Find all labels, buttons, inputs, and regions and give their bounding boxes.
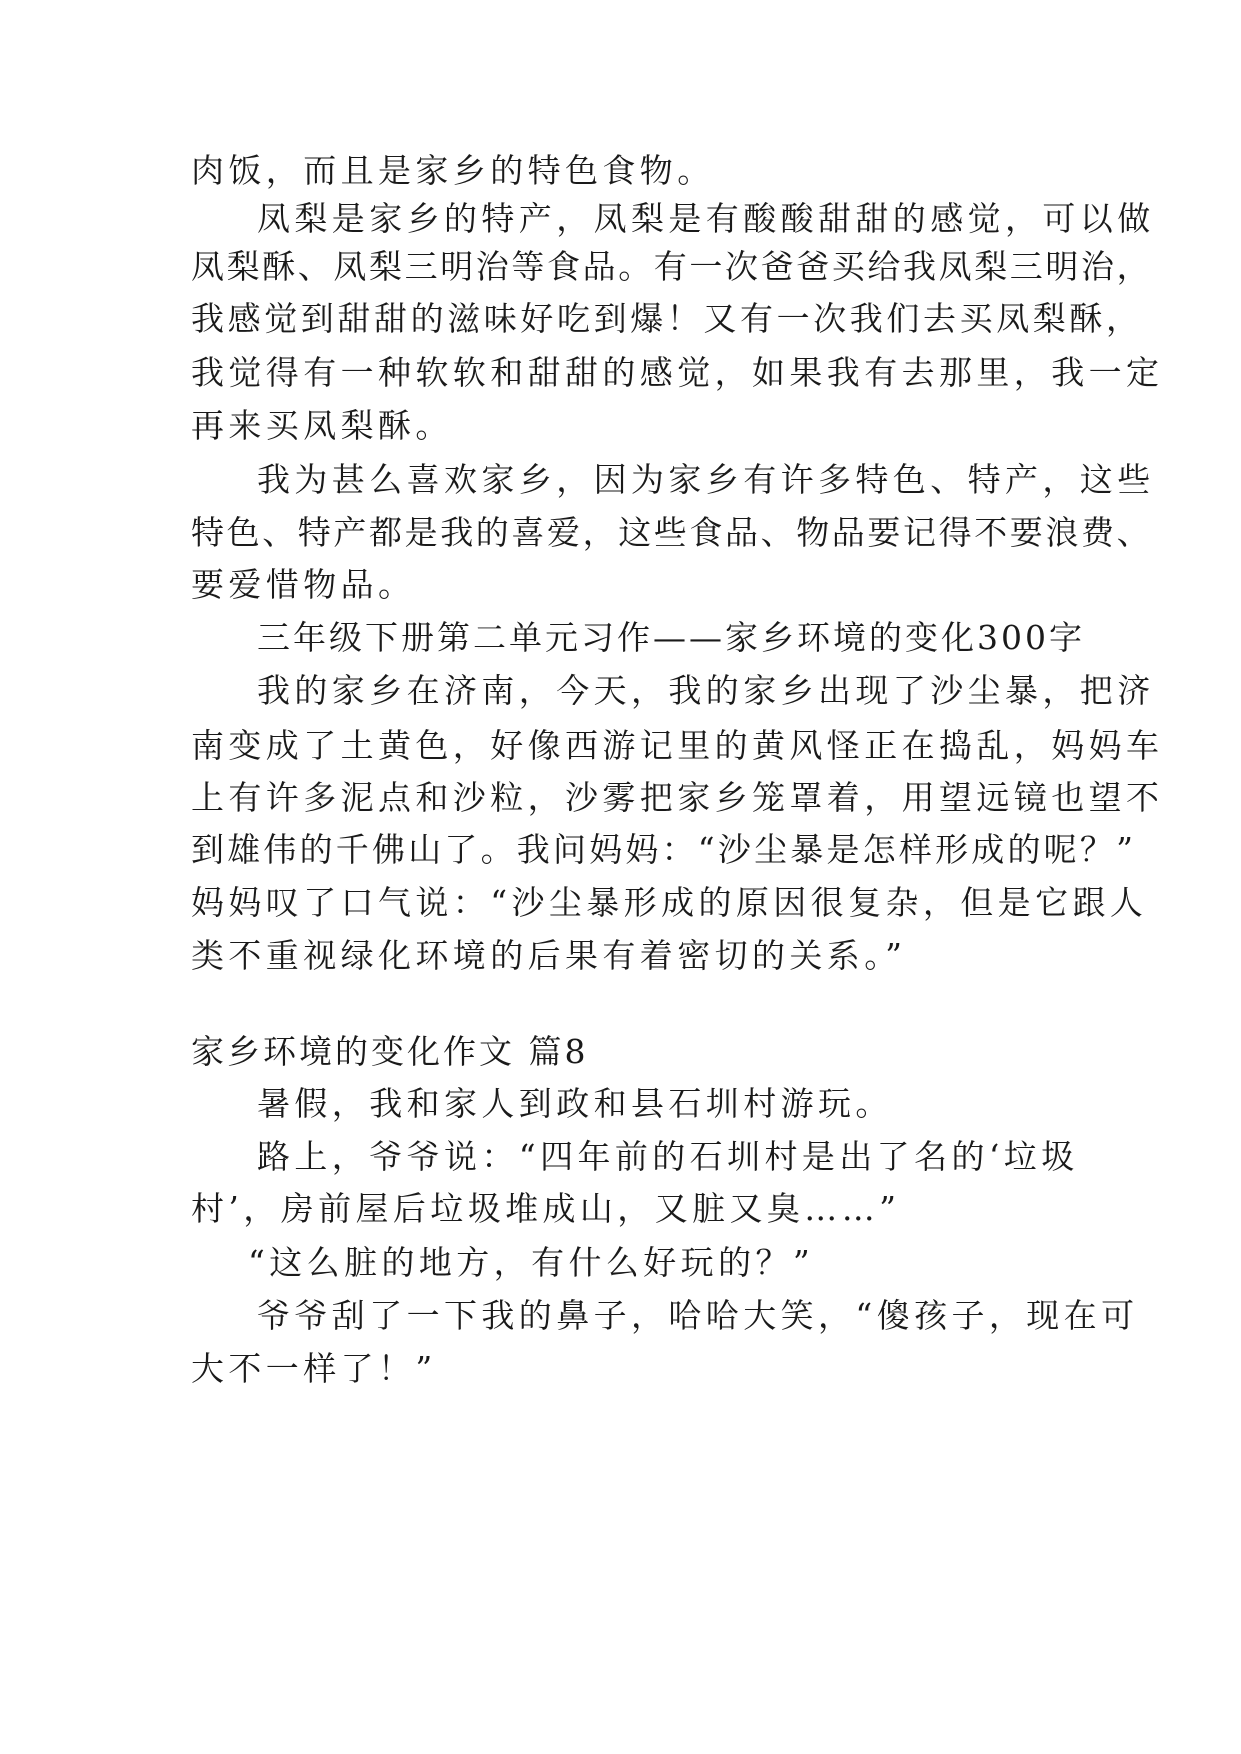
text-line: 特色、特产都是我的喜爱，这些食品、物品要记得不要浪费、 — [191, 513, 1153, 552]
text-line: 再来买凤梨酥。 — [191, 406, 453, 445]
text-line: 要爱惜物品。 — [191, 565, 416, 604]
text-line: 我感觉到甜甜的滋味好吃到爆！又有一次我们去买凤梨酥， — [191, 299, 1143, 338]
text-line: 凤梨酥、凤梨三明治等食品。有一次爸爸买给我凤梨三明治， — [191, 247, 1153, 286]
paragraph-start-line: 我的家乡在济南，今天，我的家乡出现了沙尘暴，把济 — [257, 671, 1155, 710]
text-line: 妈妈叹了口气说：“沙尘暴形成的原因很复杂，但是它跟人 — [191, 883, 1148, 922]
text-line: 大不一样了！” — [191, 1349, 437, 1388]
text-line: 上有许多泥点和沙粒，沙雾把家乡笼罩着，用望远镜也望不 — [191, 778, 1164, 817]
section-heading: 家乡环境的变化作文 篇8 — [191, 1032, 589, 1071]
text-line: 村’，房前屋后垃圾堆成山，又脏又臭……” — [191, 1189, 901, 1228]
article-title-line: 三年级下册第二单元习作——家乡环境的变化300字 — [257, 618, 1085, 657]
text-line: 我觉得有一种软软和甜甜的感觉，如果我有去那里，我一定 — [191, 353, 1164, 392]
paragraph-start-line: 暑假，我和家人到政和县石圳村游玩。 — [257, 1084, 893, 1123]
text-line: 到雄伟的千佛山了。我问妈妈：“沙尘暴是怎样形成的呢？” — [191, 830, 1137, 869]
text-line: 类不重视绿化环境的后果有着密切的关系。” — [191, 936, 907, 975]
paragraph-start-line: 爷爷刮了一下我的鼻子，哈哈大笑，“傻孩子，现在可 — [257, 1296, 1139, 1335]
text-line: 肉饭，而且是家乡的特色食物。 — [191, 151, 715, 190]
paragraph-start-line: “这么脏的地方，有什么好玩的？” — [248, 1243, 815, 1282]
text-line: 南变成了土黄色，好像西游记里的黄风怪正在捣乱，妈妈车 — [191, 726, 1164, 765]
paragraph-start-line: 路上，爷爷说：“四年前的石圳村是出了名的‘垃圾 — [257, 1137, 1079, 1176]
paragraph-start-line: 凤梨是家乡的特产，凤梨是有酸酸甜甜的感觉，可以做 — [257, 199, 1155, 238]
paragraph-start-line: 我为甚么喜欢家乡，因为家乡有许多特色、特产，这些 — [257, 460, 1155, 499]
